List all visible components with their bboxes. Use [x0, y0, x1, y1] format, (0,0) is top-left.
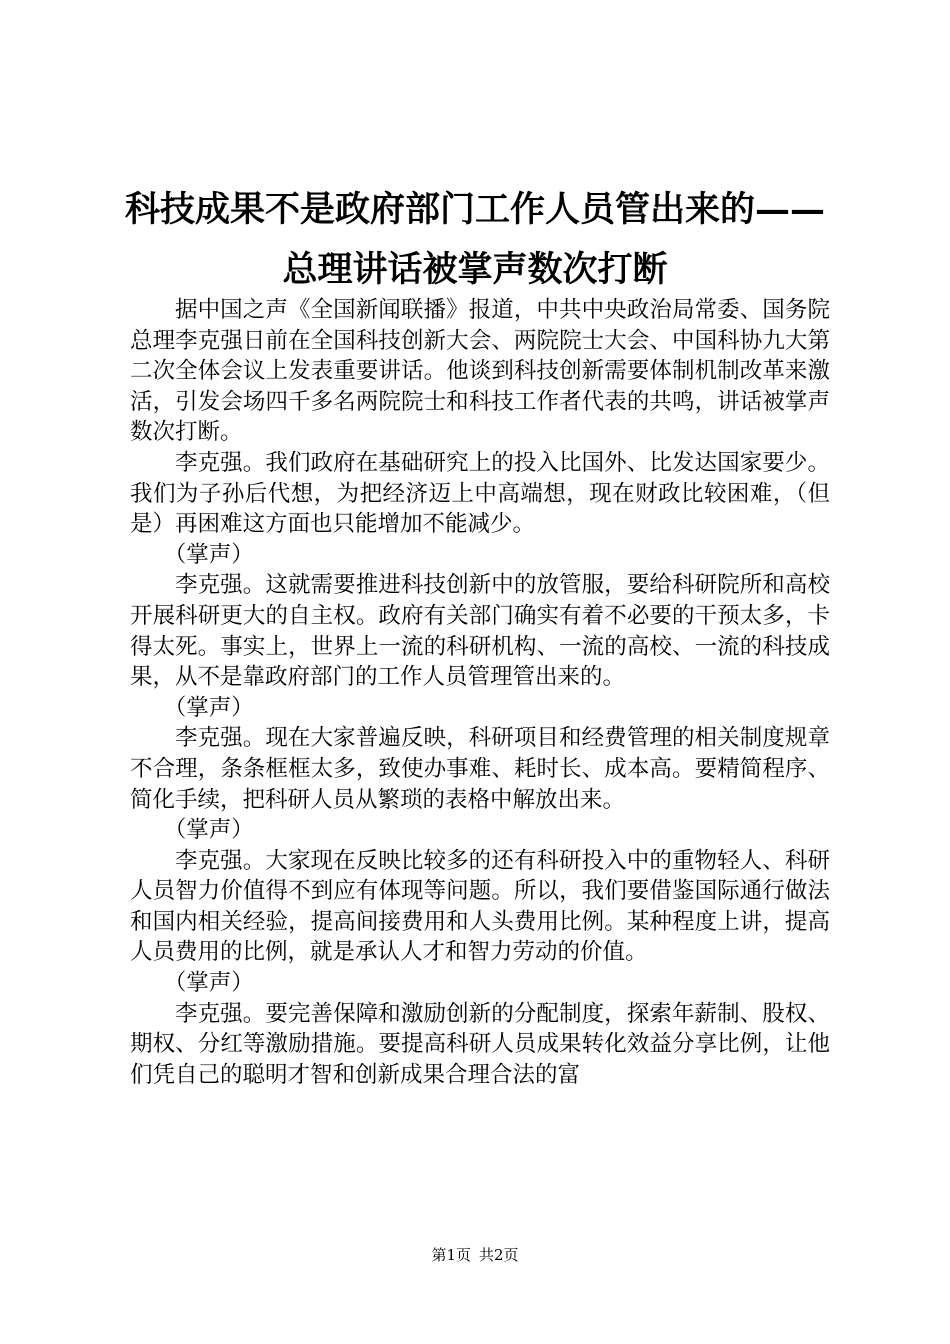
- page-total: 共2页: [479, 1246, 519, 1264]
- page-footer: [0, 1245, 950, 1265]
- page-number: 第1页: [431, 1246, 471, 1264]
- applause-note: （掌声）: [163, 817, 254, 844]
- paragraph: 李克强。大家现在反映比较多的还有科研投入中的重物轻人、科研人员智力价值得不到应有体现等问题。所以，我们要借鉴国际通行做法和国内相关经验，提高间接费用和人头费用比例。某种程度上讲，提高人员费用的比例，就是承认人才和智力劳动的价值。: [130, 847, 830, 966]
- paragraph: 李克强。我们政府在基础研究上的投入比国外、比发达国家要少。我们为子孙后代想，为把经济迈上中高端想，现在财政比较困难，（但是）再困难这方面也只能增加不能减少。: [130, 449, 830, 538]
- paragraph: 据中国之声《全国新闻联播》报道，中共中央政治局常委、国务院总理李克强日前在全国科技创新大会、两院院士大会、中国科协九大第二次全体会议上发表重要讲话。他谈到科技创新需要体制机制改革来激活，引发会场四千多名两院院士和科技工作者代表的共鸣，讲话被掌声数次打断。: [130, 297, 830, 446]
- applause-note: （掌声）: [163, 970, 254, 997]
- paragraph: 李克强。现在大家普遍反映，科研项目和经费管理的相关制度规章不合理，条条框框太多，致使办事难、耗时长、成本高。要精简程序、简化手续，把科研人员从繁琐的表格中解放出来。: [130, 725, 830, 813]
- title-line-1: 科技成果不是政府部门工作人员管出来的——: [124, 189, 825, 230]
- applause-note: （掌声）: [163, 694, 254, 721]
- paragraph: 李克强。要完善保障和激励创新的分配制度，探索年薪制、股权、期权、分红等激励措施。要提高科研人员成果转化效益分享比例，让他们凭自己的聪明才智和创新成果合理合法的富: [130, 1000, 830, 1088]
- applause-note: （掌声）: [163, 541, 254, 568]
- title-line-2: 总理讲话被掌声数次打断: [282, 249, 668, 290]
- document-body: [130, 295, 830, 1090]
- paragraph: 李克强。这就需要推进科技创新中的放管服，要给科研院所和高校开展科研更大的自主权。政府有关部门确实有着不必要的干预太多，卡得太死。事实上，世界上一流的科研机构、一流的高校、一流的科技成果，从不是靠政府部门的工作人员管理管出来的。: [130, 572, 830, 691]
- document-title: [100, 180, 850, 300]
